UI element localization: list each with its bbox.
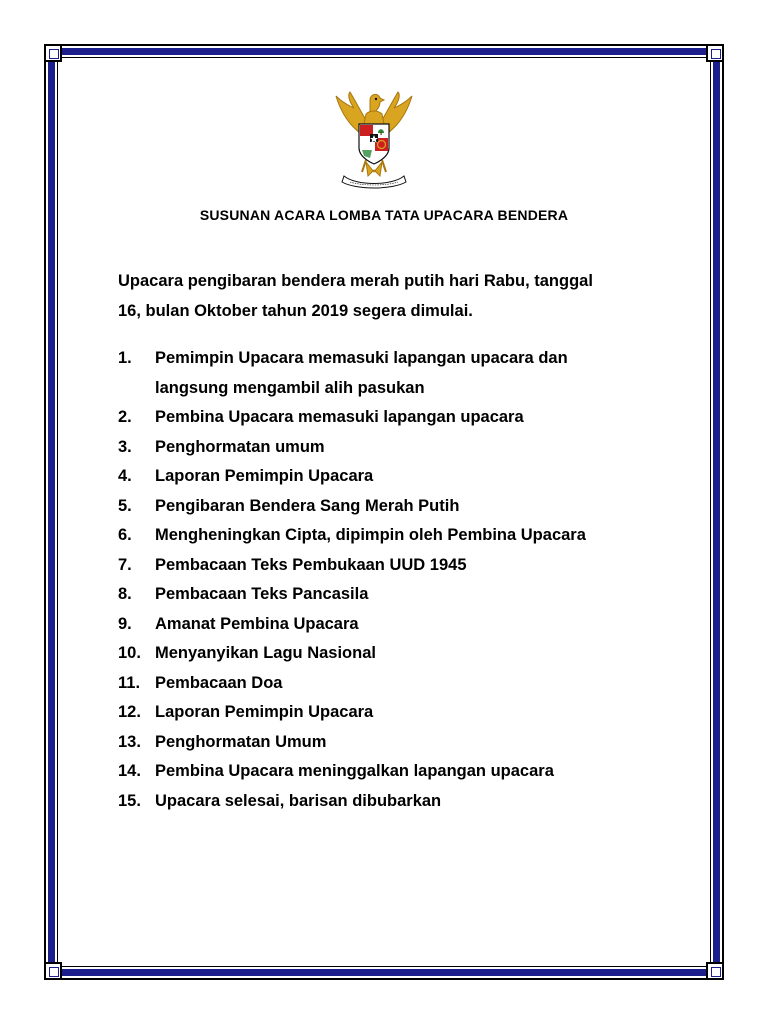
agenda-item-number: 11. xyxy=(118,673,141,692)
agenda-item xyxy=(118,757,678,787)
agenda-item-text: Penghormatan umum xyxy=(155,437,325,456)
agenda-item-number: 5. xyxy=(118,496,132,515)
agenda-item-number: 7. xyxy=(118,555,132,574)
agenda-item-text: Pembina Upacara meninggalkan lapangan upacara xyxy=(155,762,554,780)
agenda-item-text: Pembacaan Teks Pembukaan UUD 1945 xyxy=(155,555,467,574)
agenda-item xyxy=(118,551,678,581)
agenda-item-text: Upacara selesai, barisan dibubarkan xyxy=(155,791,442,810)
agenda-item xyxy=(118,698,678,728)
agenda-item-text: Laporan Pemimpin Upacara xyxy=(155,703,374,721)
agenda-item xyxy=(118,787,678,817)
agenda-item-number: 2. xyxy=(118,408,132,426)
agenda-item-number: 15. xyxy=(118,791,141,810)
intro-line: Upacara pengibaran bendera merah putih hari Rabu, tanggal xyxy=(118,272,593,290)
agenda-item-number: 4. xyxy=(118,467,132,485)
border-corner-ornament xyxy=(706,962,724,980)
agenda-item-number: 13. xyxy=(118,732,141,751)
agenda-item-number: 10. xyxy=(118,644,141,662)
agenda-item xyxy=(118,403,678,433)
agenda-item-number: 14. xyxy=(118,762,141,780)
agenda-item-number: 6. xyxy=(118,526,132,544)
agenda-item xyxy=(118,610,678,640)
agenda-item-number: 9. xyxy=(118,614,132,633)
intro-paragraph xyxy=(118,266,658,326)
agenda-item-text xyxy=(155,344,678,403)
agenda-item xyxy=(118,433,678,463)
agenda-item xyxy=(118,492,678,522)
agenda-item-text: Pembacaan Doa xyxy=(155,673,283,692)
agenda-item xyxy=(118,639,678,669)
agenda-item xyxy=(118,344,678,403)
agenda-item-text: Pengibaran Bendera Sang Merah Putih xyxy=(155,496,460,515)
agenda-item xyxy=(118,728,678,758)
intro-line: 16, bulan Oktober tahun 2019 segera dimulai. xyxy=(118,302,473,320)
agenda-item-number: 8. xyxy=(118,585,132,603)
agenda-item xyxy=(118,521,678,551)
agenda-item-number: 3. xyxy=(118,437,132,456)
agenda-item-text: Menyanyikan Lagu Nasional xyxy=(155,644,376,662)
agenda-item xyxy=(118,462,678,492)
agenda-item-text: Pembina Upacara memasuki lapangan upacara xyxy=(155,408,524,426)
agenda-item-line: Pemimpin Upacara memasuki lapangan upacara dan xyxy=(155,349,568,367)
agenda-item xyxy=(118,580,678,610)
agenda-list xyxy=(118,344,678,816)
border-corner-ornament xyxy=(44,962,62,980)
garuda-pancasila-emblem-icon xyxy=(326,90,422,190)
agenda-item-text: Pembacaan Teks Pancasila xyxy=(155,585,369,603)
agenda-item-number: 12. xyxy=(118,703,141,721)
agenda-item-text: Penghormatan Umum xyxy=(155,732,327,751)
agenda-item-text: Laporan Pemimpin Upacara xyxy=(155,467,374,485)
agenda-item-line: langsung mengambil alih pasukan xyxy=(155,378,425,397)
border-corner-ornament xyxy=(44,44,62,62)
agenda-item xyxy=(118,669,678,699)
document-title: SUSUNAN ACARA LOMBA TATA UPACARA BENDERA xyxy=(199,207,569,223)
border-corner-ornament xyxy=(706,44,724,62)
agenda-item-text: Mengheningkan Cipta, dipimpin oleh Pembina Upacara xyxy=(155,526,586,544)
agenda-item-text: Amanat Pembina Upacara xyxy=(155,614,359,633)
agenda-item-number: 1. xyxy=(118,349,132,367)
